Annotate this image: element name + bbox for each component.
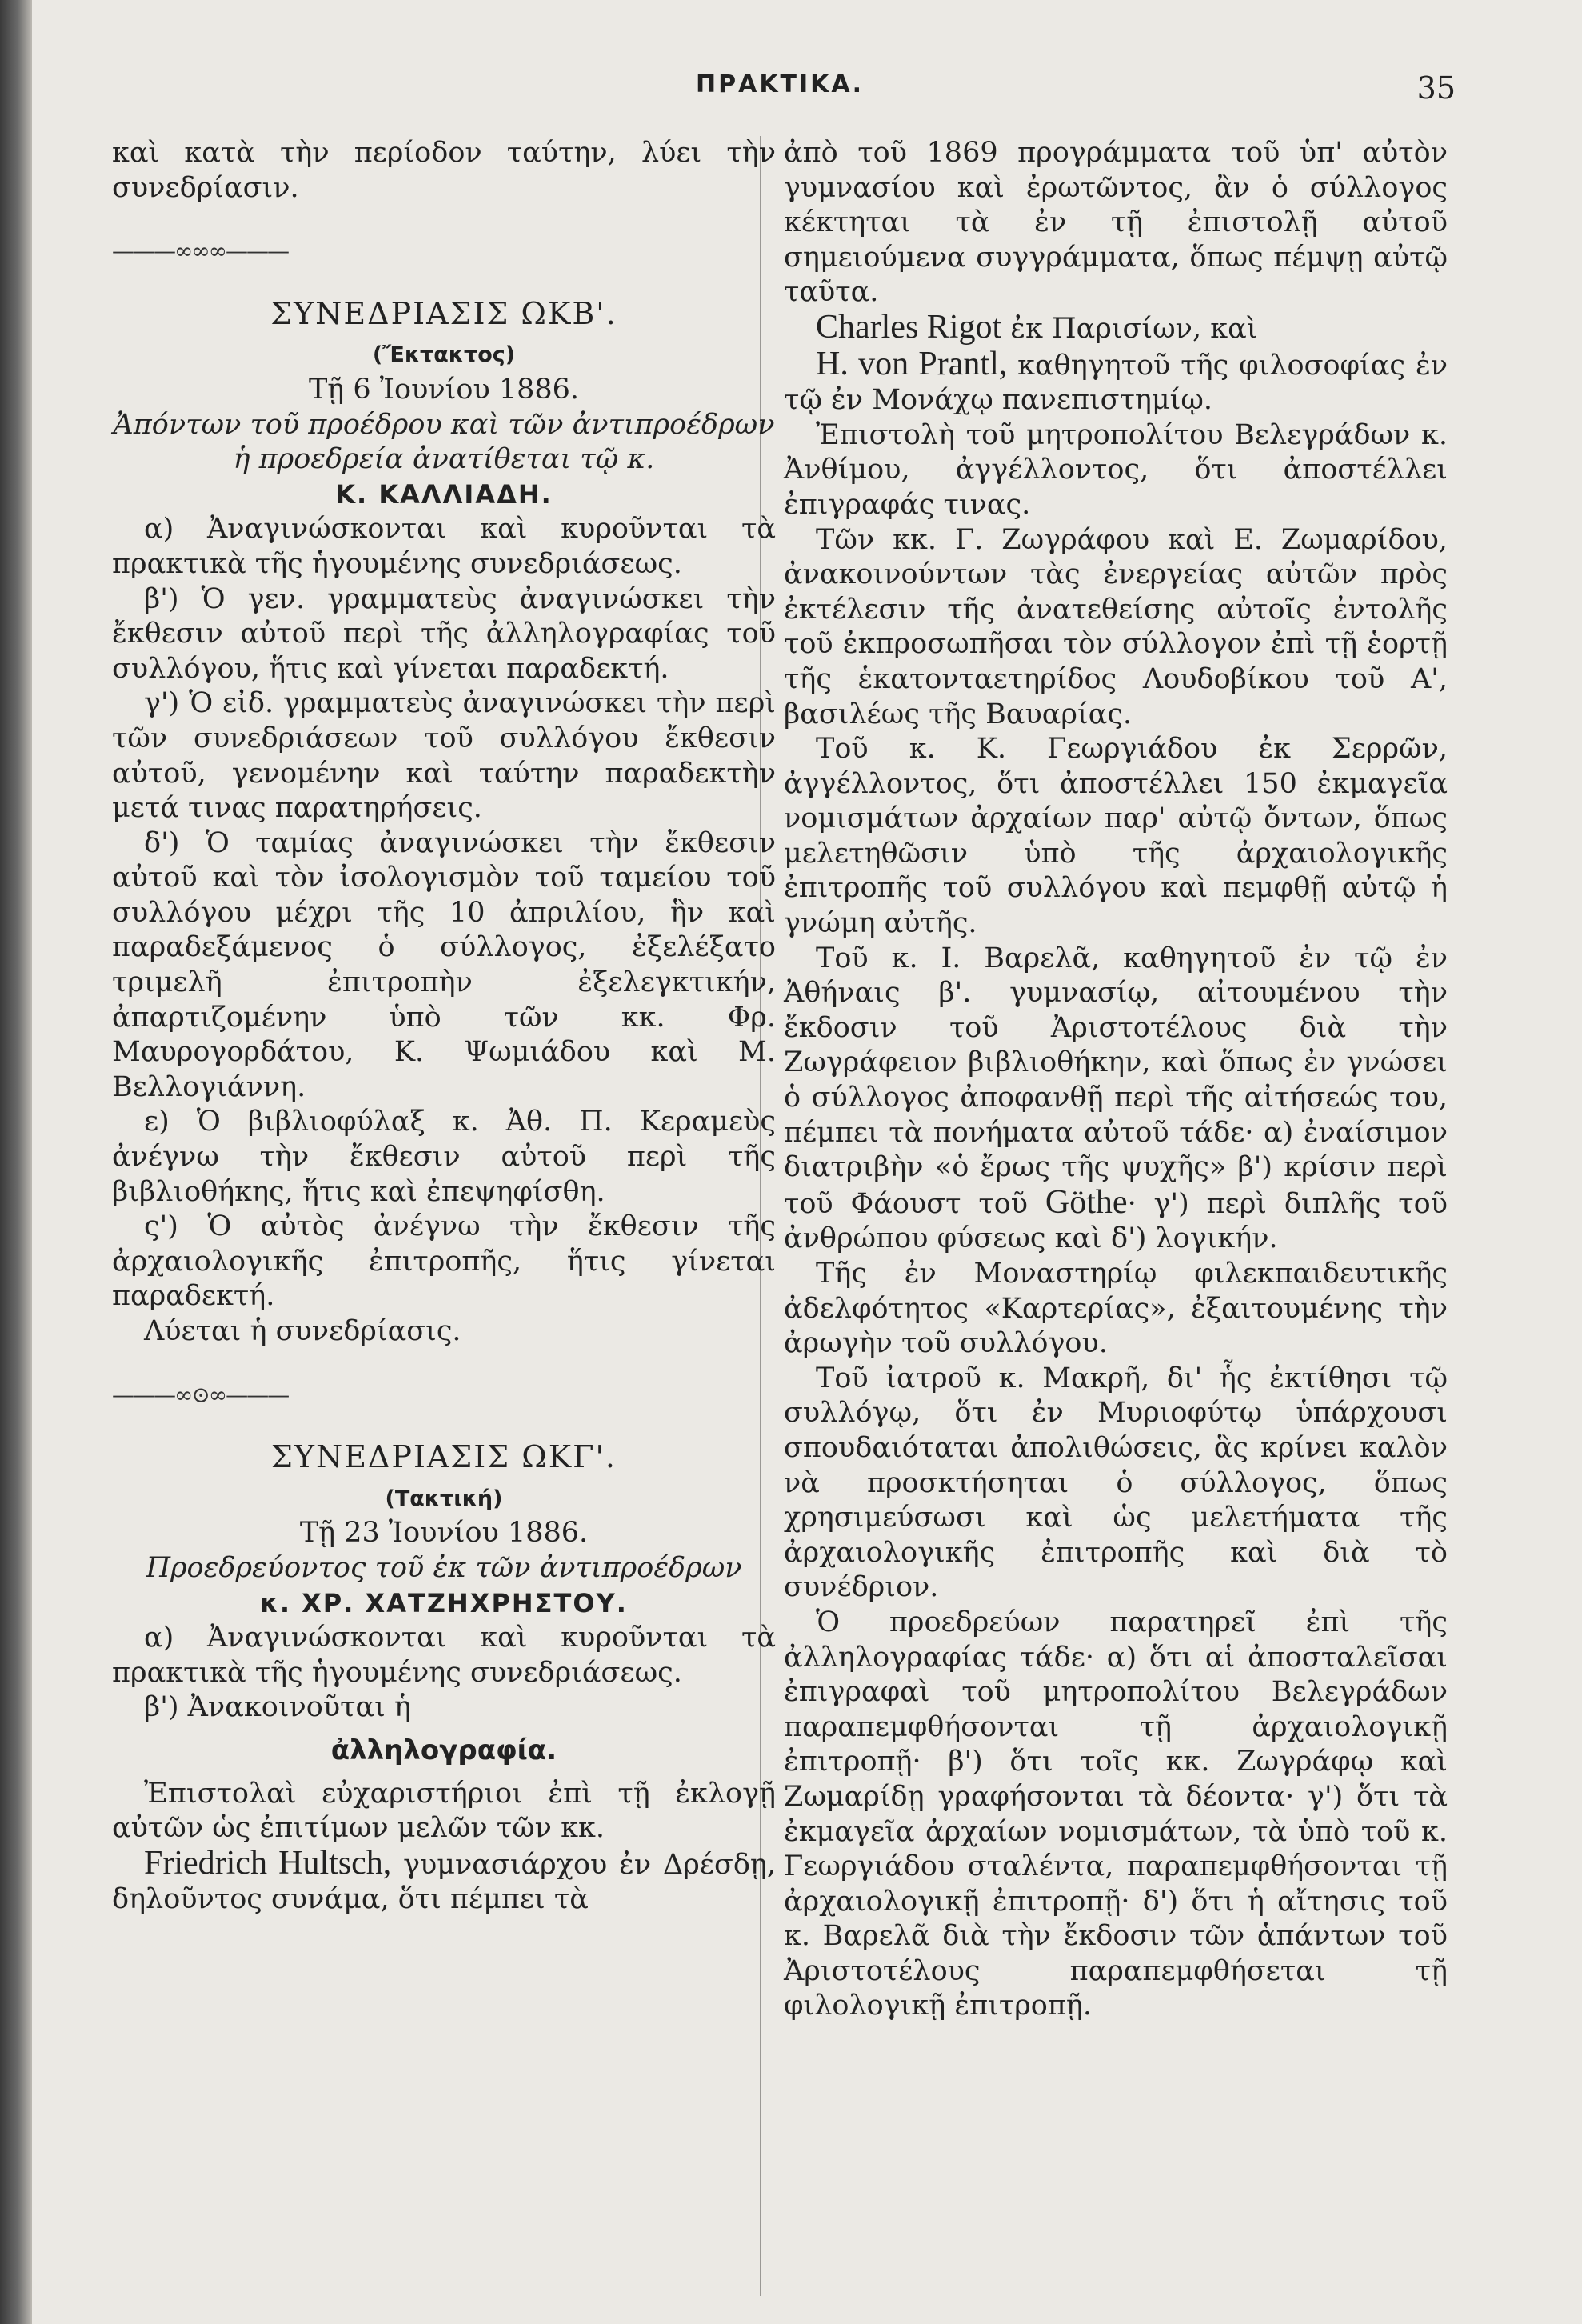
right-paragraph-6: Τοῦ κ. Κ. Γεωργιάδου ἐκ Σερρῶν, ἀγγέλλοντος, ὅτι ἀποστέλλει 150 ἐκμαγεῖα νομισμάτων ἀρχαίων παρ' αὐτῷ ὄντων, ὅπως μελετηθῶσιν ὑπὸ τῆς ἀρχαιολογικῆς ἐπιτροπῆς τοῦ συλλόγου καὶ πεμφθῇ αὐτῷ ἡ γνώμη αὐτῆς. xyxy=(784,733,1448,940)
session-1-item-b: β') Ὁ γεν. γραμματεὺς ἀναγινώσκει τὴν ἔκθεσιν αὐτοῦ περὶ τῆς ἀλληλογραφίας τοῦ συλλόγου, ἥτις καὶ γίνεται παραδεκτή. xyxy=(112,582,776,685)
correspondence-entry-2 xyxy=(112,1846,776,1918)
right-paragraph-4: Ἐπιστολὴ τοῦ μητροπολίτου Βελεγράδων κ. Ἀνθίμου, ἀγγέλλοντος, ὅτι ἀποστέλλει ἐπιγραφάς τινας. xyxy=(784,418,1448,521)
correspondent-name: H. von Prantl, xyxy=(816,345,1008,382)
session-2-chair-name: κ. ΧΡ. ΧΑΤΖΗΧΡΗΣΤΟΥ. xyxy=(260,1587,628,1618)
session-2-item-b: β') Ἀνακοινοῦται ἡ xyxy=(144,1691,411,1724)
right-paragraph-1: ἀπὸ τοῦ 1869 προγράμματα τοῦ ὑπ' αὐτὸν γυμνασίου καὶ ἐρωτῶντος, ἂν ὁ σύλλογος κέκτηται τὰ ἐν τῇ ἐπιστολῇ αὐτοῦ σημειούμενα συγγράμματα, ὅπως πέμψῃ αὐτῷ ταῦτα. xyxy=(784,137,1448,309)
right-paragraph-3 xyxy=(784,347,1448,418)
session-2-title: ΣΥΝΕΔΡΙΑΣΙΣ ΩΚΓ'. xyxy=(270,1439,617,1475)
correspondence-text: καθηγητοῦ τῆς φιλοσοφίας ἐν τῷ ἐν Μονάχῳ πανεπιστημίῳ. xyxy=(784,349,1448,417)
session-1-title: ΣΥΝΕΔΡΙΑΣΙΣ ΩΚΒ'. xyxy=(270,295,617,331)
right-paragraph-5: Τῶν κκ. Γ. Ζωγράφου καὶ Ε. Ζωμαρίδου, ἀνακοινούντων τὰς ἐνεργείας αὐτῶν πρὸς ἐκτέλεσιν τῆς ἀνατεθείσης αὐτοῖς ἐντολῆς τοῦ ἐκπροσωπῆσαι τὸν σύλλογον ἐπὶ τῇ ἑορτῇ τῆς ἑκατονταετηρίδος Λουδοβίκου τοῦ Α', βασιλέως τῆς Βαυαρίας. xyxy=(784,523,1448,730)
session-2-type: (Τακτική) xyxy=(385,1486,503,1511)
session-1-item-a: α) Ἀναγινώσκονται καὶ κυροῦνται τὰ πρακτικὰ τῆς ἡγουμένης συνεδριάσεως. xyxy=(112,513,776,580)
paragraph-intro: καὶ κατὰ τὴν περίοδον ταύτην, λύει τὴν συνεδρίασιν. xyxy=(112,137,776,204)
ornament-divider: ———∞⊙∞——— xyxy=(112,1381,289,1408)
session-1-chair-note: Ἀπόντων τοῦ προέδρου καὶ τῶν ἀντιπροέδρων ἡ προεδρεία ἀνατίθεται τῷ κ. xyxy=(113,408,775,476)
correspondence-text: ἐκ Παρισίων, καὶ xyxy=(1001,312,1258,345)
correspondence-heading: ἀλληλογραφία. xyxy=(330,1734,557,1766)
ornament-divider: ———∞∞∞——— xyxy=(112,238,288,265)
left-column xyxy=(112,136,776,1918)
right-paragraph-8: Τῆς ἐν Μοναστηρίῳ φιλεκπαιδευτικῆς ἀδελφότητος «Καρτερίας», ἐξαιτουμένης τὴν ἀρωγὴν τοῦ συλλόγου. xyxy=(784,1258,1448,1360)
right-paragraph-7 xyxy=(784,942,1448,1257)
right-paragraph-9: Τοῦ ἰατροῦ κ. Μακρῆ, δι' ἧς ἐκτίθησι τῷ συλλόγῳ, ὅτι ἐν Μυριοφύτῳ ὑπάρχουσι σπουδαιόταται ἀπολιθώσεις, ἃς κρίνει καλὸν νὰ προσκτήσηται ὁ σύλλογος, ὅπως χρησιμεύσωσι καὶ ὡς μελετήματα τῆς ἀρχαιολογικῆς ἐπιτροπῆς καὶ διὰ τὸ συνέδριον. xyxy=(784,1362,1448,1604)
running-title: ΠΡΑΚΤΙΚΑ. xyxy=(696,70,865,98)
session-1-item-c: γ') Ὁ εἰδ. γραμματεὺς ἀναγινώσκει τὴν περὶ τῶν συνεδριάσεων τοῦ συλλόγου ἔκθεσιν αὐτοῦ, γενομένην καὶ ταύτην παραδεκτὴν μετά τινας παρατηρήσεις. xyxy=(112,687,776,825)
session-1-chair-name: Κ. ΚΑΛΛΙΑΔΗ. xyxy=(335,478,553,510)
page-binding-shadow xyxy=(0,0,32,2324)
session-2-date: Τῇ 23 Ἰουνίου 1886. xyxy=(299,1517,589,1550)
correspondent-name: Friedrich Hultsch, xyxy=(144,1844,392,1882)
session-1-item-e: ε) Ὁ βιβλιοφύλαξ κ. Ἀθ. Π. Κεραμεὺς ἀνέγνω τὴν ἔκθεσιν αὐτοῦ περὶ τῆς βιβλιοθήκης, ἥτις καὶ ἐπεψηφίσθη. xyxy=(112,1106,776,1208)
correspondence-text: Τοῦ κ. Ι. Βαρελᾶ, καθηγητοῦ ἐν τῷ ἐν Ἀθήναις β'. γυμνασίῳ, αἰτουμένου τὴν ἔκδοσιν τοῦ Ἀριστοτέλους διὰ τὴν Ζωγράφειον βιβλιοθήκην, καὶ ὅπως ἐν γνώσει ὁ σύλλογος ἀποφανθῇ περὶ τῆς αἰτήσεώς του, πέμπει τὰ πονήματα αὐτοῦ τάδε· α) ἐναίσιμον διατριβὴν «ὁ ἔρως τῆς ψυχῆς» β') κρίσιν περὶ τοῦ Φάουστ τοῦ xyxy=(784,942,1448,1220)
session-1-item-f: ς') Ὁ αὐτὸς ἀνέγνω τὴν ἔκθεσιν τῆς ἀρχαιολογικῆς ἐπιτροπῆς, ἥτις γίνεται παραδεκτή. xyxy=(112,1210,776,1313)
session-1-date: Τῇ 6 Ἰουνίου 1886. xyxy=(308,373,580,406)
session-1-close: Λύεται ἡ συνεδρίασις. xyxy=(144,1315,461,1347)
correspondence-text: · γ') περὶ διπλῆς τοῦ ἀνθρώπου φύσεως καὶ δ') λογικήν. xyxy=(784,1187,1448,1255)
page-number: 35 xyxy=(1416,70,1456,106)
correspondent-name: Charles Rigot xyxy=(816,308,1002,346)
session-1-type: (Ἔκτακτος) xyxy=(372,342,516,368)
session-2-item-a: α) Ἀναγινώσκονται καὶ κυροῦνται τὰ πρακτικὰ τῆς ἡγουμένης συνεδριάσεως. xyxy=(112,1622,776,1689)
session-2-chair-note: Προεδρεύοντος τοῦ ἐκ τῶν ἀντιπροέδρων xyxy=(146,1551,742,1584)
correspondence-text: γυμνασιάρχου ἐν Δρέσδῃ, δηλοῦντος συνάμα, ὅτι πέμπει τὰ xyxy=(112,1848,776,1916)
session-1-item-d: δ') Ὁ ταμίας ἀναγινώσκει τὴν ἔκθεσιν αὐτοῦ καὶ τὸν ἰσολογισμὸν τοῦ ταμείου τοῦ συλλόγου μέχρι τῆς 10 ἀπριλίου, ἣν καὶ παραδεξάμενος ὁ σύλλογος, ἐξελέξατο τριμελῆ ἐπιτροπὴν ἐξελεγκτικήν, ἀπαρτιζομένην ὑπὸ τῶν κκ. Φρ. Μαυρογορδάτου, Κ. Ψωμιάδου καὶ Μ. Βελλογιάννη. xyxy=(112,826,776,1103)
right-column xyxy=(784,136,1448,2024)
right-paragraph-2 xyxy=(784,310,1448,347)
right-paragraph-10: Ὁ προεδρεύων παρατηρεῖ ἐπὶ τῆς ἀλληλογραφίας τάδε· α) ὅτι αἱ ἀποσταλεῖσαι ἐπιγραφαὶ τοῦ μητροπολίτου Βελεγράδων παραπεμφθήσονται τῇ ἀρχαιολογικῇ ἐπιτροπῇ· β') ὅτι τοῖς κκ. Ζωγράφῳ καὶ Ζωμαρίδῃ γραφήσονται τὰ δέοντα· γ') ὅτι τὰ ἐκμαγεῖα ἀρχαίων νομισμάτων, τὰ ὑπὸ τοῦ κ. Γεωργιάδου σταλέντα, παραπεμφθήσονται τῇ ἀρχαιολογικῇ ἐπιτροπῇ· δ') ὅτι ἡ αἴτησις τοῦ κ. Βαρελᾶ διὰ τὴν ἔκδοσιν τῶν ἁπάντων τοῦ Ἀριστοτέλους παραπεμφθήσεται τῇ φιλολογικῇ ἐπιτροπῇ. xyxy=(784,1606,1448,2022)
correspondence-entry-1: Ἐπιστολαὶ εὐχαριστήριοι ἐπὶ τῇ ἐκλογῇ αὐτῶν ὡς ἐπιτίμων μελῶν τῶν κκ. xyxy=(112,1777,776,1845)
author-name: Göthe xyxy=(1045,1183,1128,1221)
page-header xyxy=(96,70,1456,118)
